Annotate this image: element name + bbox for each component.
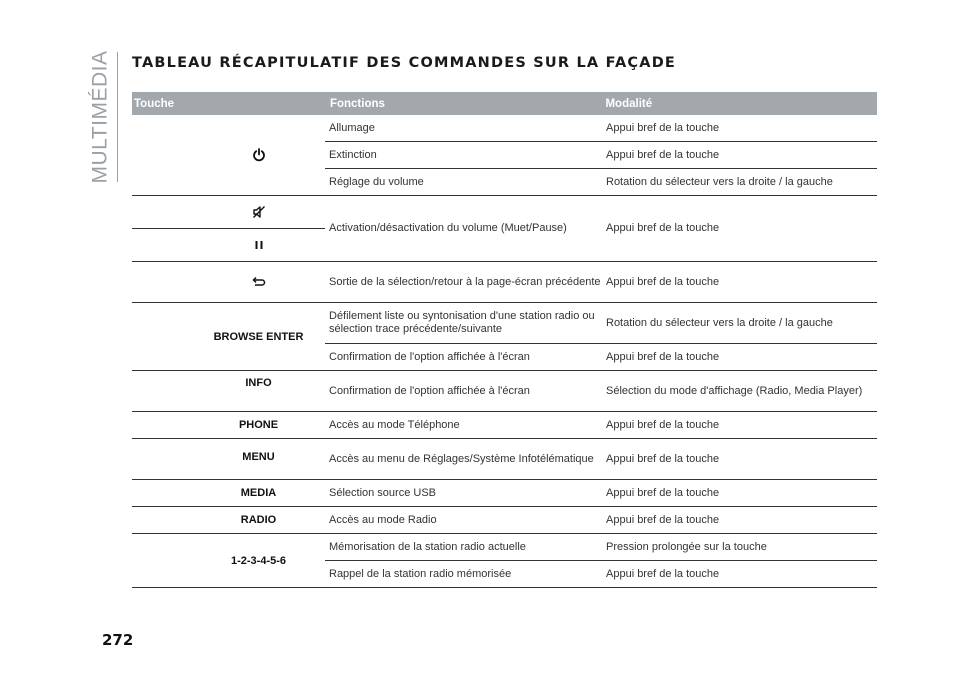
- rows: [325, 262, 877, 302]
- key-cell: [132, 412, 325, 438]
- group-power: [132, 115, 877, 196]
- section-label: MULTIMÉDIA: [88, 50, 112, 184]
- key-cell: [132, 262, 325, 302]
- table-row: [325, 507, 877, 533]
- cell-modalite: Appui bref de la touche: [606, 121, 720, 134]
- rows: [325, 439, 877, 479]
- power-icon: [132, 115, 325, 195]
- key-info: INFO: [245, 377, 272, 389]
- group-phone: [132, 412, 877, 439]
- cell-fonction: Sortie de la sélection/retour à la page-écran précédente: [329, 275, 601, 288]
- cell-modalite: Pression prolongée sur la touche: [606, 540, 767, 553]
- page-number: 272: [102, 631, 134, 649]
- table-row: [325, 262, 877, 302]
- key-cell: [132, 196, 325, 261]
- table-row: [325, 371, 877, 411]
- key-cell: [132, 371, 325, 411]
- rows: [325, 196, 877, 261]
- table-row: [325, 560, 877, 587]
- section-side-tab: [82, 52, 118, 182]
- table-row: [325, 534, 877, 560]
- cell-fonction: Défilement liste ou syntonisation d'une station radio ou sélection trace précédente/suivante: [329, 310, 595, 335]
- key-browse-enter: BROWSE ENTER: [213, 330, 304, 343]
- key-radio: RADIO: [240, 514, 277, 526]
- cell-modalite: Appui bref de la touche: [606, 513, 720, 526]
- cell-fonction: Activation/désactivation du volume (Muet/Pause): [329, 222, 567, 234]
- cell-fonction: Allumage: [329, 121, 375, 134]
- cell-modalite: Rotation du sélecteur vers la droite / la gauche: [606, 316, 833, 329]
- key-cell: [132, 115, 325, 195]
- group-mute: [132, 196, 877, 262]
- cell-modalite: Appui bref de la touche: [606, 350, 720, 363]
- back-arrow-icon: [132, 262, 325, 302]
- cell-fonction: Accès au mode Téléphone: [329, 418, 460, 431]
- cell-fonction: Accès au menu de Réglages/Système Infotélématique: [329, 452, 594, 465]
- key-phone: PHONE: [238, 419, 279, 431]
- rows: [325, 115, 877, 195]
- group-info: [132, 371, 877, 412]
- cell-modalite: Sélection du mode d'affichage (Radio, Media Player): [606, 384, 863, 397]
- group-radio: [132, 507, 877, 534]
- header-modalite: Modalité: [605, 97, 653, 110]
- cell-fonction: Réglage du volume: [329, 175, 424, 188]
- table-row: [325, 168, 877, 195]
- group-presets: [132, 534, 877, 588]
- key-cell: [132, 507, 325, 533]
- key-presets: 1-2-3-4-5-6: [230, 554, 287, 567]
- header-fonctions: Fonctions: [329, 97, 385, 110]
- cell-modalite: Appui bref de la touche: [606, 567, 720, 580]
- table-row: [325, 343, 877, 370]
- group-back: [132, 262, 877, 303]
- side-divider: [117, 52, 118, 182]
- key-cell: [132, 534, 325, 587]
- rows: [325, 371, 877, 411]
- group-media: [132, 480, 877, 507]
- cell-modalite: Appui bref de la touche: [606, 486, 720, 499]
- rows: [325, 480, 877, 506]
- cell-fonction: Rappel de la station radio mémorisée: [329, 567, 512, 580]
- pause-icon: [132, 228, 325, 261]
- cell-fonction: Mémorisation de la station radio actuelle: [329, 540, 526, 553]
- key-media: MEDIA: [240, 487, 277, 499]
- group-menu: [132, 439, 877, 480]
- key-menu: MENU: [242, 451, 275, 463]
- cell-modalite: Appui bref de la touche: [606, 418, 720, 431]
- key-cell: [132, 439, 325, 479]
- table-row: [325, 480, 877, 506]
- rows: [325, 303, 877, 370]
- cell-fonction: Extinction: [329, 148, 377, 161]
- cell-modalite: Appui bref de la touche: [606, 222, 720, 234]
- cell-modalite: Appui bref de la touche: [606, 148, 720, 161]
- header-touche: Touche: [134, 97, 175, 110]
- page-title: TABLEAU RÉCAPITULATIF DES COMMANDES SUR LA FAÇADE: [132, 55, 677, 71]
- key-cell: [132, 303, 325, 370]
- cell-fonction: Confirmation de l'option affichée à l'écran: [329, 350, 530, 363]
- cell-modalite: Appui bref de la touche: [606, 275, 720, 288]
- commands-table: [132, 92, 877, 588]
- table-row: [325, 412, 877, 438]
- cell-modalite: Rotation du sélecteur vers la droite / la gauche: [606, 175, 833, 188]
- table-row: [325, 141, 877, 168]
- rows: [325, 412, 877, 438]
- table-row: [325, 196, 877, 261]
- table-header: [132, 92, 877, 115]
- key-cell: [132, 480, 325, 506]
- table-row: [325, 115, 877, 141]
- rows: [325, 534, 877, 587]
- mute-speaker-icon: [132, 196, 325, 228]
- cell-modalite: Appui bref de la touche: [606, 452, 720, 465]
- cell-fonction: Sélection source USB: [329, 486, 436, 499]
- cell-fonction: Accès au mode Radio: [329, 513, 437, 526]
- table-row: [325, 303, 877, 343]
- cell-fonction: Confirmation de l'option affichée à l'écran: [329, 384, 530, 397]
- rows: [325, 507, 877, 533]
- group-browse: [132, 303, 877, 371]
- table-row: [325, 439, 877, 479]
